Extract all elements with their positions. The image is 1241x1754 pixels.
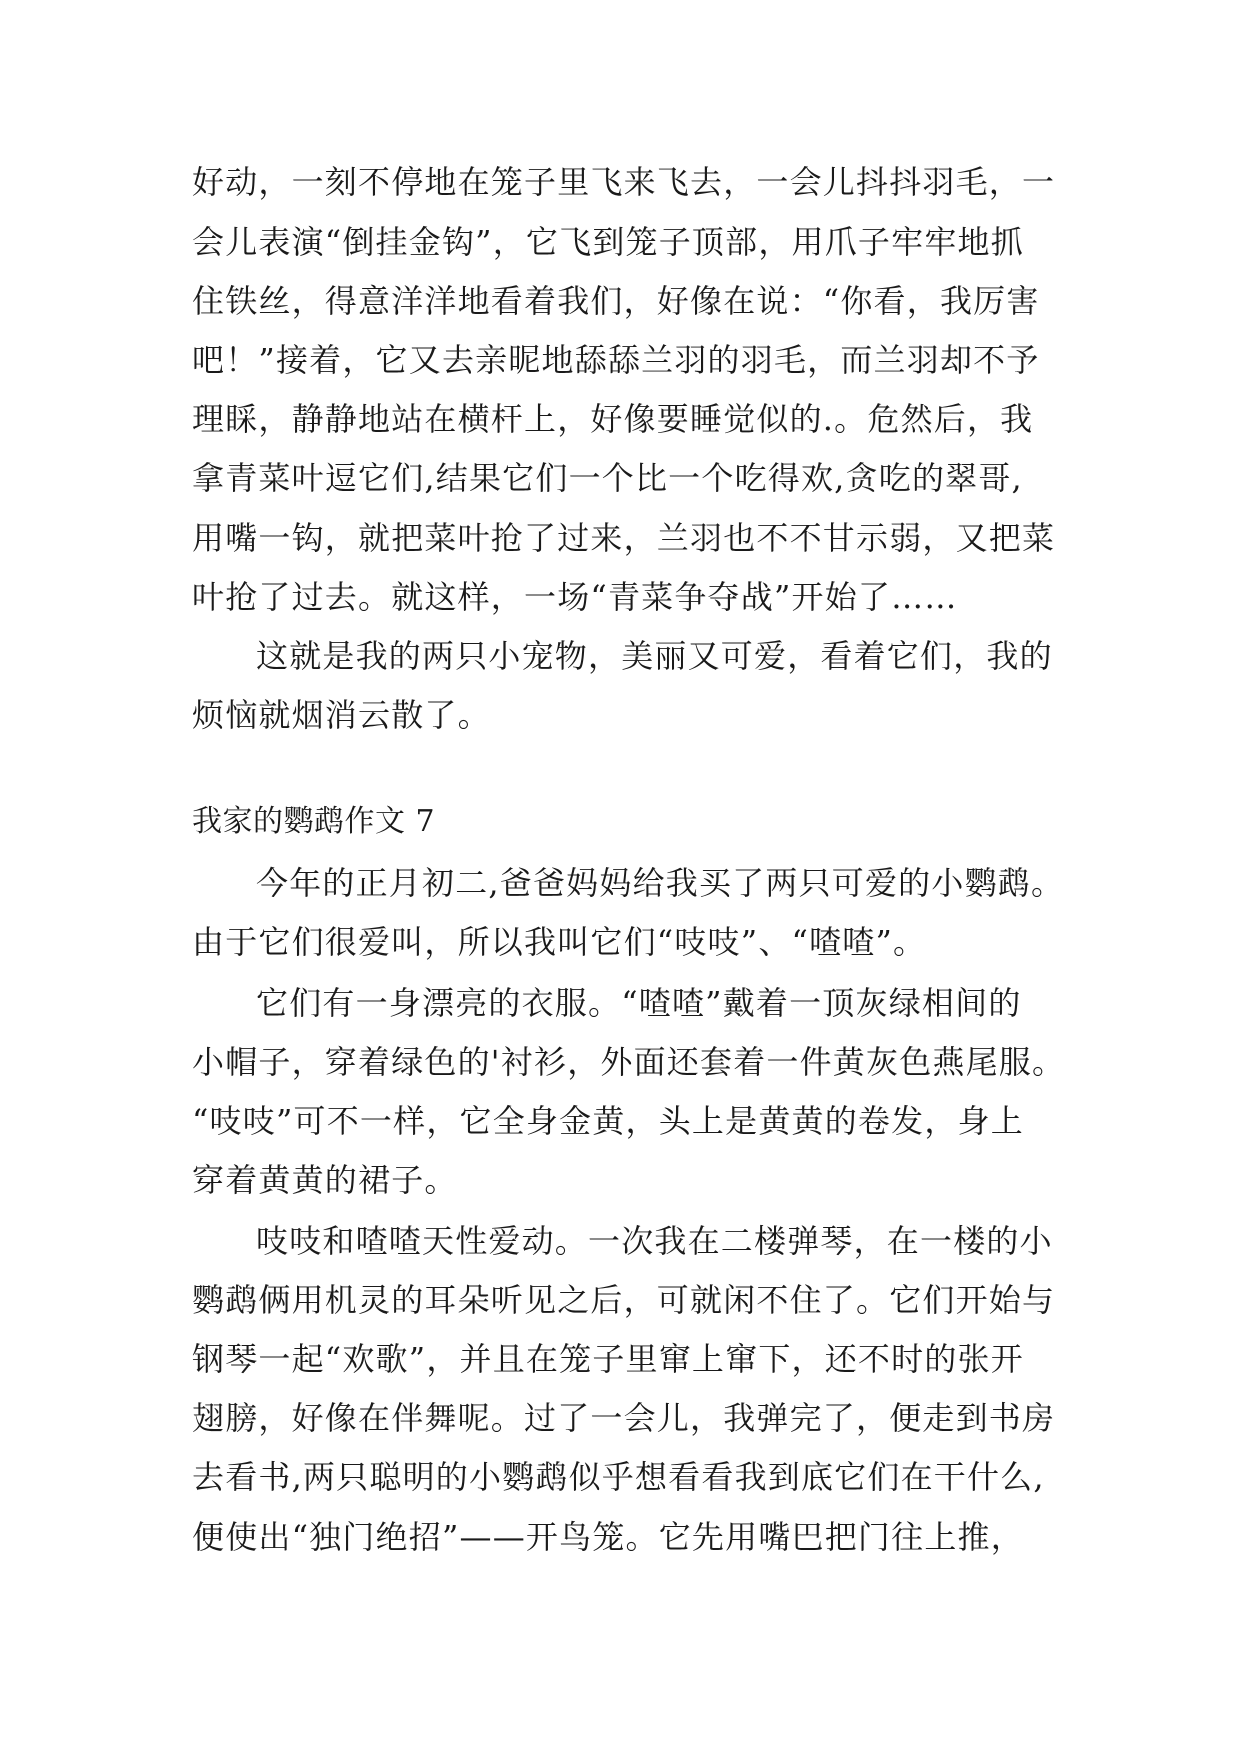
- text-line: 由于它们很爱叫，所以我叫它们“吱吱”、“喳喳”。: [192, 923, 927, 961]
- text-line: 便使出“独门绝招”——开鸟笼。它先用嘴巴把门往上推，: [192, 1518, 1024, 1556]
- text-line: 拿青菜叶逗它们,结果它们一个比一个吃得欢,贪吃的翠哥,: [192, 459, 1023, 497]
- text-line: 它们有一身漂亮的衣服。“喳喳”戴着一顶灰绿相间的: [256, 984, 1022, 1022]
- text-line: 住铁丝，得意洋洋地看着我们，好像在说：“你看，我厉害: [192, 282, 1040, 320]
- text-line: 这就是我的两只小宠物，美丽又可爱，看着它们，我的: [256, 637, 1053, 675]
- text-line: 用嘴一钩，就把菜叶抢了过来，兰羽也不不甘示弱，又把菜: [192, 519, 1056, 557]
- text-line: 翅膀，好像在伴舞呢。过了一会儿，我弹完了，便走到书房: [192, 1399, 1056, 1437]
- text-line: 烦恼就烟消云散了。: [192, 696, 491, 734]
- text-line: 鹦鹉俩用机灵的耳朵听见之后，可就闲不住了。它们开始与: [192, 1281, 1056, 1319]
- text-line: 会儿表演“倒挂金钩”，它飞到笼子顶部，用爪子牢牢地抓: [192, 223, 1024, 261]
- text-line: 叶抢了过去。就这样，一场“青菜争夺战”开始了……: [192, 578, 958, 616]
- text-line: 去看书,两只聪明的小鹦鹉似乎想看看我到底它们在干什么,: [192, 1458, 1045, 1496]
- text-line: 钢琴一起“欢歌”，并且在笼子里窜上窜下，还不时的张开: [192, 1340, 1024, 1378]
- text-line: 穿着黄黄的裙子。: [192, 1161, 458, 1199]
- text-line: 吧！”接着，它又去亲昵地舔舔兰羽的羽毛，而兰羽却不予: [192, 341, 1040, 379]
- text-line: 今年的正月初二,爸爸妈妈给我买了两只可爱的小鹦鹉。: [256, 864, 1065, 902]
- text-line: 好动，一刻不停地在笼子里飞来飞去，一会儿抖抖羽毛，一: [192, 163, 1056, 201]
- text-line: 小帽子，穿着绿色的'衬衫，外面还套着一件黄灰色燕尾服。: [192, 1043, 1066, 1081]
- text-line: 吱吱和喳喳天性爱动。一次我在二楼弹琴，在一楼的小: [256, 1222, 1053, 1260]
- text-line: “吱吱”可不一样，它全身金黄，头上是黄黄的卷发，身上: [192, 1102, 1024, 1140]
- text-line: 理睬，静静地站在横杆上，好像要睡觉似的.。危然后，我: [192, 400, 1034, 438]
- essay-title: 我家的鹦鹉作文 7: [192, 804, 436, 839]
